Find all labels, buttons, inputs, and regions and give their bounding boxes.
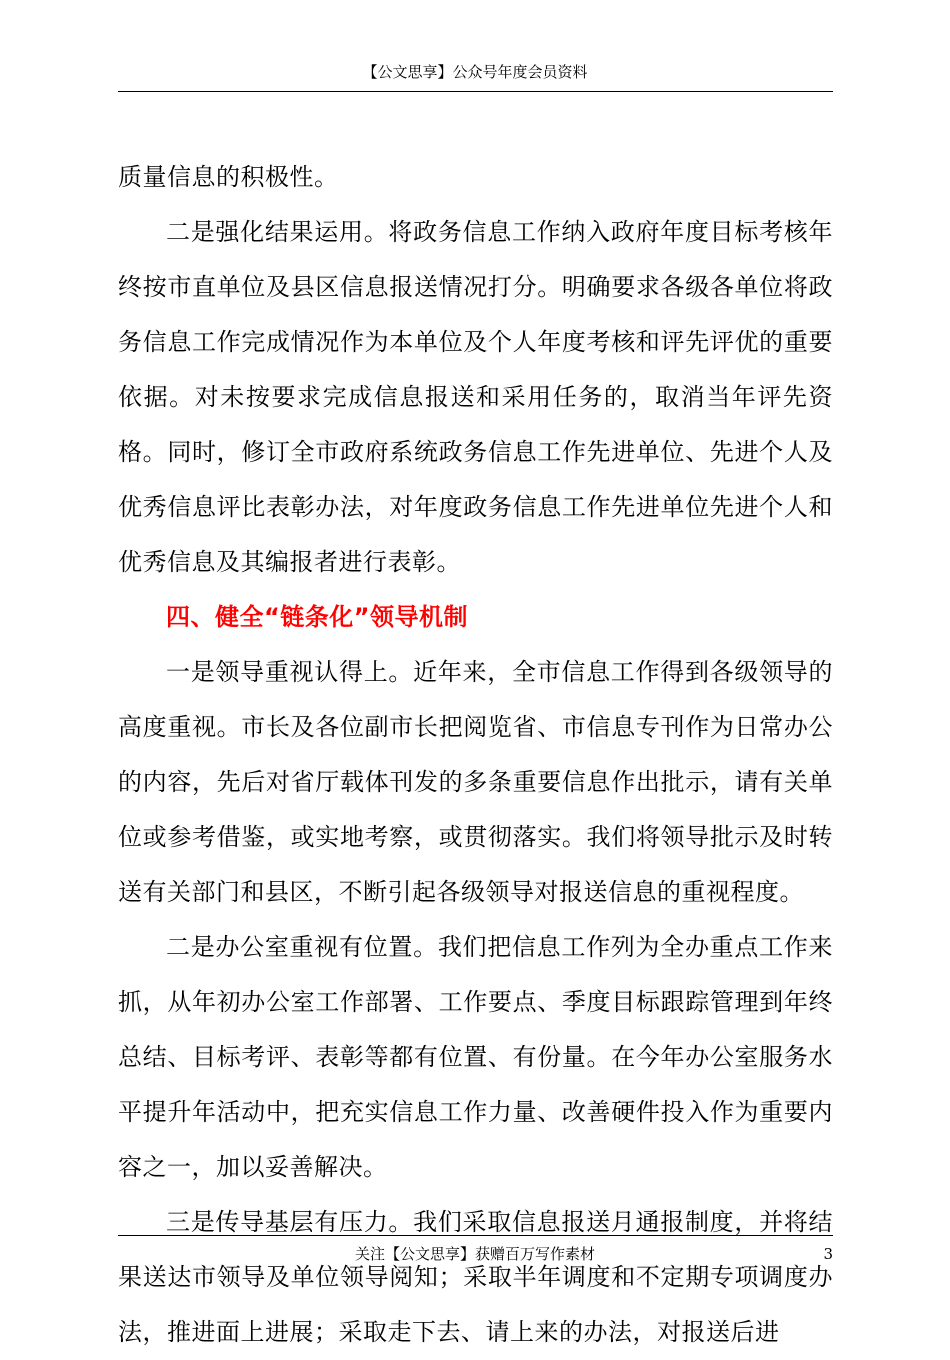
paragraph-continuation: 质量信息的积极性。 — [118, 163, 339, 191]
section-heading: 四、健全“链条化”领导机制 — [166, 603, 469, 631]
page-footer: 关注【公文思享】获赠百万写作素材 — [354, 1245, 595, 1263]
header-divider — [118, 91, 833, 92]
footer-divider — [118, 1235, 833, 1236]
paragraph-leadership-attention: 一是领导重视认得上。近年来，全市信息工作得到各级领导的高度重视。市长及各位副市长把阅览省、市信息专刊作为日常办公的内容，先后对省厅载体刊发的多条重要信息作出批示，请有关单位或参考借鉴，或实地考察，或贯彻落实。我们将领导批示及时转送有关部门和县区，不断引起各级领导对报送信息的重视程度。 — [118, 658, 833, 906]
document-body — [118, 150, 833, 1360]
paragraph-results-application: 二是强化结果运用。将政务信息工作纳入政府年度目标考核年终按市直单位及县区信息报送情况打分。明确要求各级各单位将政务信息工作完成情况作为本单位及个人年度考核和评先评优的重要依据。对未按要求完成信息报送和采用任务的，取消当年评先资格。同时，修订全市政府系统政务信息工作先进单位、先进个人及优秀信息评比表彰办法，对年度政务信息工作先进单位先进个人和优秀信息及其编报者进行表彰。 — [118, 218, 833, 576]
paragraph-office-priority: 二是办公室重视有位置。我们把信息工作列为全办重点工作来抓，从年初办公室工作部署、工作要点、季度目标跟踪管理到年终总结、目标考评、表彰等都有位置、有份量。在今年办公室服务水平提升年活动中，把充实信息工作力量、改善硬件投入作为重要内容之一，加以妥善解决。 — [118, 933, 833, 1181]
page-header: 【公文思享】公众号年度会员资料 — [362, 63, 588, 81]
page-number: 3 — [823, 1245, 833, 1263]
paragraph-grassroots-pressure: 三是传导基层有压力。我们采取信息报送月通报制度，并将结果送达市领导及单位领导阅知；采取半年调度和不定期专项调度办法，推进面上进展；采取走下去、请上来的办法，对报送后进 — [118, 1208, 833, 1346]
